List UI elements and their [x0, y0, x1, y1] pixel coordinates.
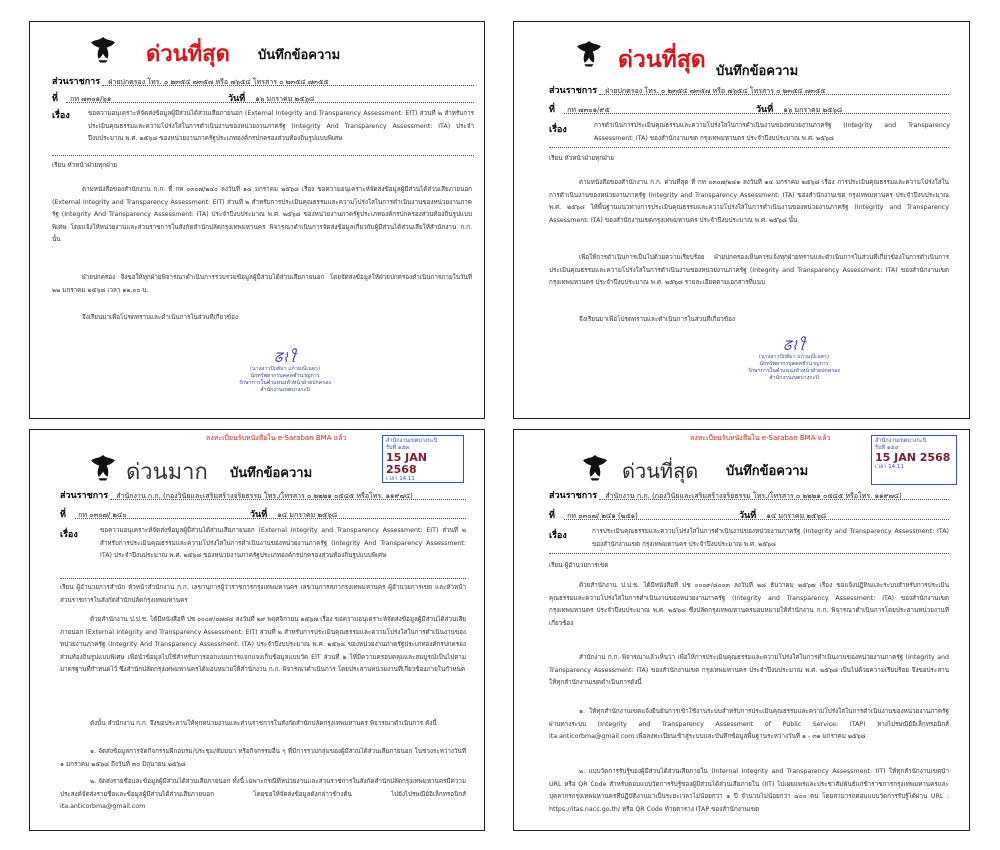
garuda-emblem-icon	[580, 452, 610, 482]
agency-label: ส่วนราชการ	[60, 491, 109, 501]
body-paragraph-1: ตามหนังสือของสำนักงาน ก.ก. ด่วนที่สุด ที่ กท ๐๓๐๗/๒๔๑ ลงวันที่ ๑๔ มกราคม ๒๕๖๘ เรื่อง การประเมินคุณธรรมและความโปร่งใสในการดำเนินงานของหน่วยงานภาครัฐ (Integrity and Transparency Assessment: ITA) ของสำนักงานเขต กรุงเทพมหานคร ประจำปีงบประมาณ พ.ศ. ๒๕๖๘ ให้พื้นฐานแนวทางการประเมินคุณธรรมและความโปร่งใสในการดำเนินงานของหน่วยงานภาครัฐ (Integrity and Transparency Assessment: ITA) ของสำนักงานเขตกรุงเทพมหานคร ประจำปีงบประมาณ พ.ศ. ๒๕๖๘ นั้น	[549, 179, 949, 224]
urgency-label: ด่วนมาก	[126, 460, 208, 485]
stamp-time-label: เวลา	[386, 476, 398, 482]
date-value: ๑๖ มกราคม ๒๕๖๘	[255, 95, 315, 103]
signer-title: นักทรัพยากรบุคคลชำนาญการ	[250, 373, 320, 379]
subject-text: การดำเนินการประเมินคุณธรรมและความโปร่งใสในการดำเนินงานของหน่วยงานภาครัฐ (Integrity and Transparency Assessment: ITA) ของสำนักงานเขต กรุงเทพมหานคร ประจำปีงบประมาณ พ.ศ. ๒๕๖๘	[594, 122, 950, 142]
signer-role: รักษาการในตำแหน่งหัวหน้าฝ่ายปกครอง	[748, 368, 840, 374]
signer-name: (นางสาวปัถฮิมา แก้วมณีเนตร)	[249, 366, 321, 372]
memo-document-2	[513, 21, 970, 419]
body-paragraph-1: ด้วยสำนักงาน ป.ป.ช. ได้มีหนังสือที่ ปช ๐๐๐๙/๘๐๐๓ ลงวันที่ ๒๘ ธันวาคม ๒๕๖๗ เรื่อง ขอแจ้งปฏิทินและระบบสำหรับการประเมินคุณธรรมและความโปร่งใสในการดำเนินงานของหน่วยงานภาครัฐ (Integrity and Transparency Assessment: ITA) ของสำนักงานเขต กรุงเทพมหานคร ประจำปีงบประมาณ พ.ศ. ๒๕๖๘ ซึ่งปลัดกรุงเทพมหานครมอบหมายให้สำนักงาน ก.ก. พิจารณาดำเนินการโดยประสานหน่วยงานที่เกี่ยวข้อง	[549, 582, 949, 627]
stamp-office: สำนักงานเขตบางกะปิ	[875, 438, 927, 444]
date-value: ๑๔ มกราคม ๒๕๖๘	[766, 512, 827, 520]
body-paragraph-1: ตามหนังสือของสำนักงาน ก.ก. ที่ กท ๐๓๐๗/๒๔๐ ลงวันที่ ๑๔ มกราคม ๒๕๖๘ เรื่อง ขอความอนุเคราะห์จัดส่งข้อมูลผู้มีส่วนได้ส่วนเสียภายนอก (External Integrity and Transparency Assessment: EIT) ส่วนที่ ๒ สำหรับการประเมินคุณธรรมและความโปร่งใสในการดำเนินงานของหน่วยงานภาครัฐ (Integrity And Transparency Assessment: ITA) ประจำปีงบประมาณ พ.ศ. ๒๕๖๘ ของหน่วยงานภาครัฐประเภทองค์กรปกครองส่วนท้องถิ่นรูปแบบพิเศษ โดยแจ้งให้หน่วยงานและส่วนราชการในสังกัดสำนักปลัดกรุงเทพมหานคร พิจารณาดำเนินการจัดส่งข้อมูลเกี่ยวกับผู้มีส่วนได้ส่วนเสียให้สำนักงาน ก.ก. นั้น	[52, 186, 472, 243]
registration-note: ลงทะเบียนรับหนังสือใน e-Saraban BMA แล้ว	[690, 434, 831, 442]
date-label: วันที่	[228, 94, 246, 104]
divider	[60, 578, 466, 579]
signer-title: นักทรัพยากรบุคคลชำนาญการ	[759, 361, 829, 367]
salutation: เรียน หัวหน้าฝ่ายทุกฝ่าย	[52, 162, 118, 169]
memo-title: บันทึกข้อความ	[230, 466, 313, 481]
divider	[599, 94, 949, 95]
signer-name: (นางสาวปัถฮิมา แก้วมณีเนตร)	[758, 354, 830, 360]
ref-value: กท ๐๓๐๗/ ๒๔๐	[78, 511, 127, 519]
subject-label: เรื่อง	[52, 111, 70, 121]
divider	[564, 519, 949, 520]
body-paragraph-4: ๒. แบบวัดการรับรู้ของผู้มีส่วนได้ส่วนเสียภายใน (Internal Integrity and Transparency Assessment: IIT) ให้ทุกสำนักงานเขตนำ URL หรือ QR Code สำหรับตอบแบบวัดการรับรู้ของผู้มีส่วนได้ส่วนเสียภายใน (IIT) ไปเผยแพร่และประชาสัมพันธ์แก่ข้าราชการกรุงเทพมหานครและบุคลากรกรุงเทพมหานครที่ปฏิบัติงานมาเป็นระยะเวลาไม่น้อยกว่า ๑ ปี จำนวนไม่น้อยกว่า ๔๐๐ คน โดยสามารถตอบแบบวัดการรับรู้ได้ผ่าน URL : https://itas.nacc.go.th/ หรือ QR Code ท้ายตาราง ITAP ของสำนักงานเขต	[549, 768, 949, 813]
body-paragraph-4: ๒. จัดส่งรายชื่อและข้อมูลผู้มีส่วนได้ส่วนเสียภายนอก ทั้งนี้ เฉพาะกรณีที่หน่วยงานและส่วนราชการในสังกัดสำนักปลัดกรุงเทพมหานครมีความประสงค์จัดส่งรายชื่อและข้อมูลผู้มีส่วนได้ส่วนเสียภายนอก โดยขอให้จัดส่งข้อมูลดังกล่าวข้างต้น ไปยังไปรษณีย์อิเล็กทรอนิกส์ ita.anticorbma@gmail.com	[60, 778, 466, 810]
date-label: วันที่	[250, 510, 268, 520]
subject-label-row	[549, 122, 567, 136]
ref-label: ที่	[60, 510, 66, 520]
subject-label-row	[52, 108, 70, 122]
body-paragraph-2: เพื่อให้การดำเนินการเป็นไปด้วยความเรียบร้อย ฝ่ายปกครองเห็นควรแจ้งทุกฝ่ายทราบและดำเนินการในส่วนที่เกี่ยวข้องในการดำเนินการประเมินคุณธรรมและความโปร่งใสในการดำเนินงานของหน่วยงานภาครัฐ (Integrity and Transparency Assessment: ITA) ของสำนักงานเขต กรุงเทพมหานคร ประจำปีงบประมาณ พ.ศ. ๒๕๖๘ รายละเอียดตามเอกสารที่แนบ	[549, 254, 949, 286]
date-value: ๑๖ มกราคม ๒๕๖๘	[783, 106, 843, 114]
memo-title: บันทึกข้อความ	[716, 64, 799, 79]
divider	[564, 113, 949, 114]
memo-document-1	[29, 21, 485, 419]
body-paragraph-3: ๑. ให้ทุกสำนักงานเขตแจ้งยืนยันการเข้าใช้งานระบบสำหรับการประเมินคุณธรรมและความโปร่งใสในการดำเนินงานของหน่วยงานภาครัฐผ่านทางระบบ (Integrity and Transparency Assessment of Public Service: ITAP) ทางไปรษณีย์อิเล็กทรอนิกส์ ita.anticorbma@gmail.com เพื่อลงทะเบียนเข้าสู่ระบบและบันทึกข้อมูลพื้นฐานระหว่างวันที่ ๑ - ๓๑ มกราคม ๒๕๖๘	[549, 708, 949, 740]
ref-label: ที่	[52, 94, 58, 104]
divider	[599, 499, 949, 500]
subject-text: ขอความอนุเคราะห์จัดส่งข้อมูลผู้มีส่วนได้ส่วนเสียภายนอก (External Integrity and Transparency Assessment: EIT) ส่วนที่ ๒ สำหรับการประเมินคุณธรรมและความโปร่งใสในการดำเนินงานของหน่วยงานภาครัฐ (Integrity And Transparency Assessment: ITA) ประจำปีงบประมาณ พ.ศ. ๒๕๖๘ ของหน่วยงานภาครัฐประเภทองค์กรปกครองส่วนท้องถิ่นรูปแบบพิเศษ	[100, 527, 466, 559]
body-paragraph-3: จึงเรียนมาเพื่อโปรดทราบและดำเนินการในส่วนที่เกี่ยวข้อง	[82, 314, 238, 321]
agency-value: สำนักงาน ก.ก. (กองวินัยและเสริมสร้างจริยธรรม โทร./โทรสาร ๐ ๒๒๒๑ ๐๕๔๕ หรือโทร. ๑๑๙๗๔)	[116, 492, 413, 500]
signature-block	[210, 352, 360, 394]
divider	[549, 147, 949, 148]
divider	[549, 553, 949, 554]
body-paragraph-2: ดังนั้น สำนักงาน ก.ก. จึงขอประสานให้ทุกหน่วยงานและส่วนราชการในสังกัดสำนักปลัดกรุงเทพมหานคร พิจารณาดำเนินการ ดังนี้	[90, 720, 437, 727]
subject-label-row	[60, 527, 78, 541]
memo-title: บันทึกข้อความ	[258, 48, 341, 63]
body-paragraph-3: ๑. จัดส่งข้อมูลการจัดกิจกรรมฝึกอบรม/ประชุม/สัมมนา หรือกิจกรรมอื่น ๆ ที่มีการรวมกลุ่มของผู้มีส่วนได้ส่วนเสียภายนอก ในช่วงระหว่างวันที่ ๑ มกราคม ๒๕๖๘ ถึงวันที่ ๓๐ มิถุนายน ๒๕๖๘	[60, 748, 466, 768]
divider	[52, 155, 474, 156]
ref-value: กท ๗๓๐๑/๖๑	[70, 95, 112, 103]
agency-label: ส่วนราชการ	[549, 86, 598, 96]
agency-value: ฝ่ายปกครอง โทร. ๐ ๒๓๕๔ ๗๓๕๗ หรือ ๗๖๕๔ โทรสาร ๐ ๒๓๕๔ ๗๓๕๕	[108, 78, 329, 86]
registration-note: ลงทะเบียนรับหนังสือใน e-Saraban BMA แล้ว	[206, 434, 347, 442]
memo-document-4	[513, 429, 970, 831]
body-paragraph-2: ฝ่ายปกครอง จึงขอให้ทุกฝ่ายพิจารณาดำเนินการรวบรวมข้อมูลผู้มีส่วนได้ส่วนเสียภายนอก โดยจัดส่งข้อมูลให้ฝ่ายปกครองดำเนินการภายในวันที่ ๒๒ มกราคม ๒๕๖๘ เวลา ๑๒.๐๐ น.	[52, 274, 472, 294]
date-label: วันที่	[739, 511, 757, 521]
stamp-date: 15 JAN 2568	[386, 451, 427, 476]
agency-value: ฝ่ายปกครอง โทร. ๐ ๒๓๕๔ ๗๓๕๗ หรือ ๗๖๕๔ โทรสาร ๐ ๒๓๕๔ ๗๓๕๕	[605, 87, 826, 95]
divider	[110, 499, 466, 500]
receipt-stamp	[871, 435, 957, 485]
subject-label: เรื่อง	[549, 125, 567, 135]
stamp-no-label: รับที่	[386, 445, 397, 451]
receipt-stamp	[382, 435, 464, 483]
signature-block	[719, 340, 869, 382]
memo-document-3	[29, 429, 485, 831]
signer-office: สำนักงานเขตบางกะปิ	[260, 387, 310, 393]
garuda-emblem-icon	[88, 34, 118, 64]
agency-label: ส่วนราชการ	[549, 491, 598, 501]
garuda-emblem-icon	[88, 452, 118, 482]
ref-label: ที่	[549, 105, 555, 115]
date-label: วันที่	[756, 105, 774, 115]
stamp-date: 15 JAN 2568	[875, 451, 951, 464]
agency-label: ส่วนราชการ	[52, 77, 101, 87]
subject-label: เรื่อง	[60, 530, 78, 540]
date-value: ๑๔ มกราคม ๒๕๖๘	[277, 511, 338, 519]
stamp-time-value: 14.11	[888, 464, 904, 470]
subject-label-row	[549, 528, 567, 542]
handwritten-signature-icon: ᘔ⌇ꪻ	[273, 351, 297, 366]
signer-office: สำนักงานเขตบางกะปิ	[769, 375, 819, 381]
memo-title: บันทึกข้อความ	[726, 464, 809, 479]
salutation: เรียน หัวหน้าฝ่ายทุกฝ่าย	[549, 155, 615, 162]
urgency-label: ด่วนที่สุด	[622, 459, 699, 483]
signer-role: รักษาการในตำแหน่งหัวหน้าฝ่ายปกครอง	[239, 380, 331, 386]
urgency-label: ด่วนที่สุด	[146, 41, 230, 67]
ref-value: กท ๗๓๐๑/๙๕	[567, 106, 610, 114]
ref-label: ที่	[549, 511, 555, 521]
garuda-emblem-icon	[574, 38, 604, 68]
stamp-time-label: เวลา	[875, 464, 887, 470]
urgency-label: ด่วนที่สุด	[618, 46, 706, 73]
salutation: เรียน ผู้อำนวยการสำนัก หัวหน้าสำนักงาน ก.ก. เลขานุการผู้ว่าราชการกรุงเทพมหานคร เลขานุการสภากรุงเทพมหานคร ผู้อำนวยการเขต และหัวหน้าส่วนราชการในสังกัดสำนักปลัดกรุงเทพมหานคร	[60, 584, 466, 604]
handwritten-signature-icon: ᘔ⌇ꪻ	[782, 339, 806, 354]
divider	[66, 102, 474, 103]
body-paragraph-1: ด้วยสำนักงาน ป.ป.ช. ได้มีหนังสือที่ ปช ๐๐๐๙/๐๗๘๔ ลงวันที่ ๒๙ พฤศจิกายน ๒๕๖๗ เรื่อง ขอความอนุเคราะห์จัดส่งข้อมูลผู้มีส่วนได้ส่วนเสียภายนอก (External Integrity and Transparency Assessment: EIT) ส่วนที่ ๒ สำหรับการประเมินคุณธรรมและความโปร่งใสในการดำเนินงานของหน่วยงานภาครัฐ (Integrity And Transparency Assessment: ITA) ประจำปีงบประมาณ พ.ศ. ๒๕๖๘ ของหน่วยงานภาครัฐประเภทองค์กรปกครองส่วนท้องถิ่นรูปแบบพิเศษ เพื่อนำข้อมูลไปใช้สำหรับการออกแบบการแจกแจงเก็บข้อมูลแบบวัด EIT ส่วนที่ ๒ ให้มีความครอบคลุมและสมบูรณ์เป็นไปตามมาตรฐานที่กำหนดไว้ ซึ่งสำนักปลัดกรุงเทพมหานครได้มอบหมายให้สำนักงาน ก.ก. พิจารณาดำเนินการ โดยประสานหน่วยงานที่เกี่ยวข้องภายในกำหนด	[60, 616, 466, 673]
salutation: เรียน ผู้อำนวยการเขต	[549, 562, 609, 569]
body-paragraph-2: สำนักงาน ก.ก. พิจารณาแล้วเห็นว่า เพื่อให้การประเมินคุณธรรมและความโปร่งใสในการดำเนินงานของหน่วยงานภาครัฐ (Integrity and Transparency Assessment: ITA) ของสำนักงานเขต กรุงเทพมหานคร ประจำปีงบประมาณ พ.ศ. ๒๕๖๘ เป็นไปด้วยความเรียบร้อย จึงขอประสานให้ทุกสำนักงานเขตดำเนินการดังนี้	[549, 654, 949, 686]
stamp-no-value: ๑๕๔	[886, 445, 899, 451]
stamp-no-label: รับที่	[875, 445, 886, 451]
stamp-time-value: 14.11	[399, 476, 415, 482]
ref-value: กท ๐๓๐๗/ ๒๔๑ (๒๕๑)	[567, 512, 638, 520]
subject-text: ขอความอนุเคราะห์จัดส่งข้อมูลผู้มีส่วนได้ส่วนเสียภายนอก (External Integrity and Transparency Assessment: EIT) ส่วนที่ ๒ สำหรับการประเมินคุณธรรมและความโปร่งใสในการดำเนินงานของหน่วยงานภาครัฐ (Integrity And Transparency Assessment: ITA) ประจำปีงบประมาณ พ.ศ. ๒๕๖๘ ของหน่วยงานภาครัฐประเภทองค์กรปกครองส่วนท้องถิ่นรูปแบบพิเศษ	[88, 110, 474, 142]
body-paragraph-3: จึงเรียนมาเพื่อโปรดทราบและดำเนินการในส่วนที่เกี่ยวข้อง	[579, 316, 735, 323]
stamp-office: สำนักงานเขตบางกะปิ	[386, 438, 438, 444]
subject-label: เรื่อง	[549, 531, 567, 541]
stamp-no-value: ๑๕๓	[397, 445, 410, 451]
divider	[102, 85, 474, 86]
subject-text: การประเมินคุณธรรมและความโปร่งใสในการดำเนินงานของหน่วยงานภาครัฐ (Integrity and Transparency Assessment: ITA) ของสำนักงานเขต กรุงเทพมหานคร ประจำปีงบประมาณ พ.ศ. ๒๕๖๘	[592, 528, 949, 548]
divider	[75, 518, 466, 519]
agency-value: สำนักงาน ก.ก. (กองวินัยและเสริมสร้างจริยธรรม โทร./โทรสาร ๐ ๒๒๒๑ ๐๕๔๕ หรือโทร. ๑๑๙๗๔)	[605, 492, 902, 500]
